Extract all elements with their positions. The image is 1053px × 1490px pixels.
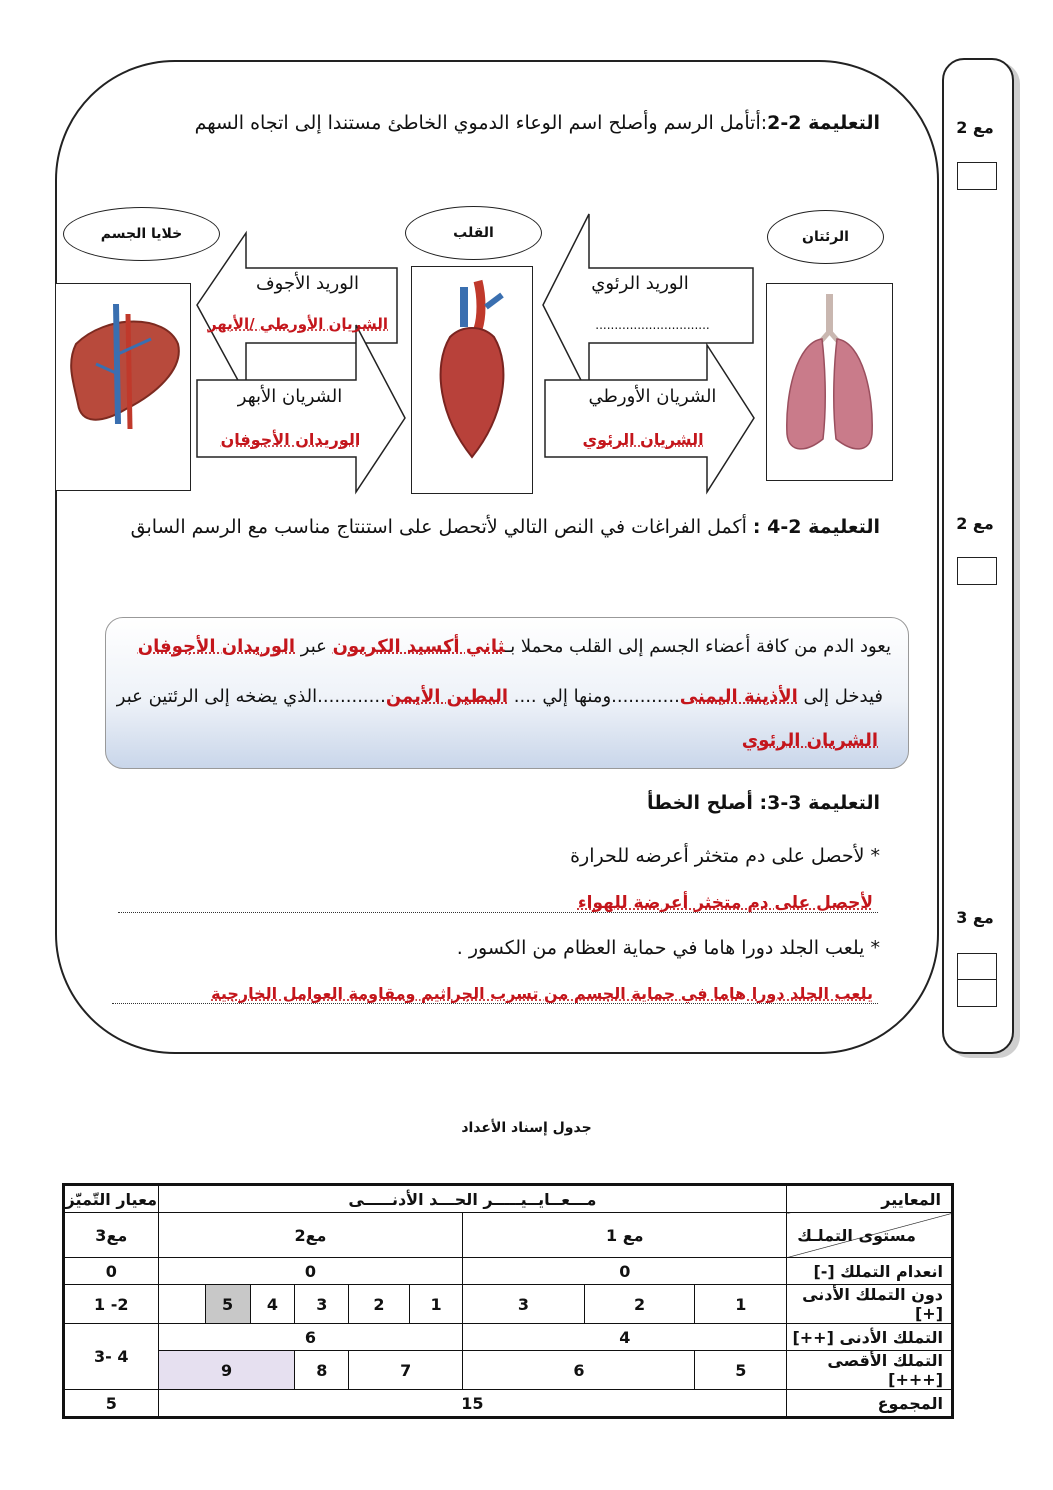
text: يعود الدم من كافة أعضاء الجسم إلى القلب محملا بـ xyxy=(504,636,891,657)
pulmonary-vein-answer[interactable]: .............................. xyxy=(595,318,710,332)
text: ............ومنها إلي .... xyxy=(508,686,680,707)
answer-right-atrium[interactable]: الأذينة اليمنى xyxy=(679,686,798,707)
score-cell[interactable]: 3 xyxy=(463,1285,584,1324)
pulmonary-vein-label: الوريد الرئوي xyxy=(591,273,689,294)
row-none-c3: 0 xyxy=(64,1258,159,1285)
answer-line-2 xyxy=(112,1003,878,1004)
aorta-label: الشريان الأورطي xyxy=(588,386,717,407)
lungs-label: الرئتان xyxy=(767,210,884,264)
level-header-label: مستوى التملـك xyxy=(797,1225,916,1245)
row-below-label: دون التملك الأدنى [+] xyxy=(787,1285,953,1324)
correction-2[interactable]: يلعب الجلد دورا هاما في حماية الجسم من تسرب الجراثيم ومقاومة العوامل الخارجية xyxy=(211,984,873,1003)
criterion-3-header: مع3 xyxy=(64,1213,159,1258)
instruction-3-3 xyxy=(647,792,880,814)
score-mark-1: مع 2 xyxy=(956,118,994,137)
answer-vena-cava[interactable]: الوريدان الأجوفان xyxy=(137,636,296,657)
score-cell[interactable]: 8 xyxy=(295,1351,349,1390)
flow-arrows xyxy=(0,0,1053,520)
row-none-c2: 0 xyxy=(158,1258,463,1285)
instruction-label: التعليمة 2-2 xyxy=(767,112,880,134)
error-statement-1: * لأحصل على دم متخثر أعرضه للحرارة xyxy=(570,845,880,867)
text: عبر xyxy=(295,636,333,657)
abhar-label: الشريان الأبهر xyxy=(237,386,343,407)
grading-table-title: جدول إسناد الأعداد xyxy=(461,1120,592,1136)
paragraph-line-1 xyxy=(138,636,891,657)
row-total-c3: 5 xyxy=(64,1390,159,1418)
spacer-cell xyxy=(158,1285,205,1324)
min-criteria-header: مـــعــايــيـــــر الحـــد الأدنـــــى xyxy=(158,1185,787,1213)
instruction-text: أكمل الفراغات في النص التالي لأتحصل على استنتاج مناسب مع الرسم السابق xyxy=(130,516,753,538)
correction-1[interactable]: لأحصل على دم متخثر أعرضة للهواء xyxy=(577,893,873,913)
score-cell[interactable]: 1 xyxy=(409,1285,463,1324)
criteria-header: المعايير xyxy=(787,1185,953,1213)
heart-label: القلب xyxy=(405,206,542,260)
level-header xyxy=(787,1213,953,1258)
grading-table xyxy=(62,1183,954,1419)
error-statement-2: * يلعب الجلد دورا هاما في حماية العظام من الكسور . xyxy=(456,937,880,959)
row-none-c1: 0 xyxy=(463,1258,787,1285)
score-cell[interactable]: 9 xyxy=(158,1351,295,1390)
row-below-c3: 2- 1 xyxy=(64,1285,159,1324)
score-cell[interactable]: 5 xyxy=(205,1285,250,1324)
score-cell[interactable]: 6 xyxy=(463,1351,695,1390)
score-cell[interactable]: 2 xyxy=(349,1285,410,1324)
body-cells-label: خلايا الجسم xyxy=(63,207,220,261)
score-cell[interactable]: 7 xyxy=(349,1351,463,1390)
score-cell[interactable]: 3 xyxy=(295,1285,349,1324)
criterion-1-header: مع 1 xyxy=(463,1213,787,1258)
score-cell[interactable]: 5 xyxy=(695,1351,787,1390)
vena-cava-label: الوريد الأجوف xyxy=(255,273,359,294)
excellence-header: معيار التّميّز xyxy=(64,1185,159,1213)
criterion-2-header: مع2 xyxy=(158,1213,463,1258)
score-cell[interactable]: 2 xyxy=(584,1285,695,1324)
paragraph-line-2 xyxy=(117,686,883,707)
row-total-c12: 15 xyxy=(158,1390,787,1418)
score-box-2[interactable] xyxy=(957,557,997,585)
vena-cava-correction: الشريان الأورطي /الأبهر xyxy=(207,315,389,333)
abhar-correction: الوريدان الأجوفان xyxy=(220,430,361,449)
instruction-2-4 xyxy=(131,516,880,538)
row-min-c2: 6 xyxy=(158,1324,463,1351)
score-box-3b[interactable] xyxy=(957,979,997,1007)
row-min-c3: 4 -3 xyxy=(64,1324,159,1390)
row-none-label: انعدام التملك [-] xyxy=(787,1258,953,1285)
row-total-label: المجموع xyxy=(787,1390,953,1418)
score-mark-3: مع 3 xyxy=(956,908,994,927)
answer-right-ventricle[interactable]: البطين الأيمن xyxy=(385,686,509,707)
score-box-3a[interactable] xyxy=(957,953,997,981)
score-mark-2: مع 2 xyxy=(956,514,994,533)
text: فيدخل إلى xyxy=(797,686,883,707)
answer-pulmonary-artery[interactable]: الشريان الرئوي xyxy=(741,730,878,751)
row-min-label: التملك الأدنى [++] xyxy=(787,1324,953,1351)
paragraph-line-3 xyxy=(742,730,878,751)
row-min-c1: 4 xyxy=(463,1324,787,1351)
instruction-label: التعليمة 2-4 : xyxy=(752,516,880,538)
score-cell[interactable]: 4 xyxy=(250,1285,295,1324)
score-cell[interactable]: 1 xyxy=(695,1285,787,1324)
instruction-label: التعليمة 3-3: xyxy=(759,792,880,814)
aorta-correction: الشريان الرئوي xyxy=(582,430,704,449)
instruction-text: أصلح الخطأ xyxy=(646,792,760,814)
row-max-label: التملك الأقصى [+++] xyxy=(787,1351,953,1390)
answer-co2[interactable]: ثاني أكسيد الكربون xyxy=(332,636,505,657)
instruction-text: :أتأمل الرسم وأصلح اسم الوعاء الدموي الخاطئ مستندا إلى اتجاه السهم xyxy=(194,112,768,134)
text: ............الذي يضخه إلى الرئتين عبر xyxy=(116,686,386,707)
